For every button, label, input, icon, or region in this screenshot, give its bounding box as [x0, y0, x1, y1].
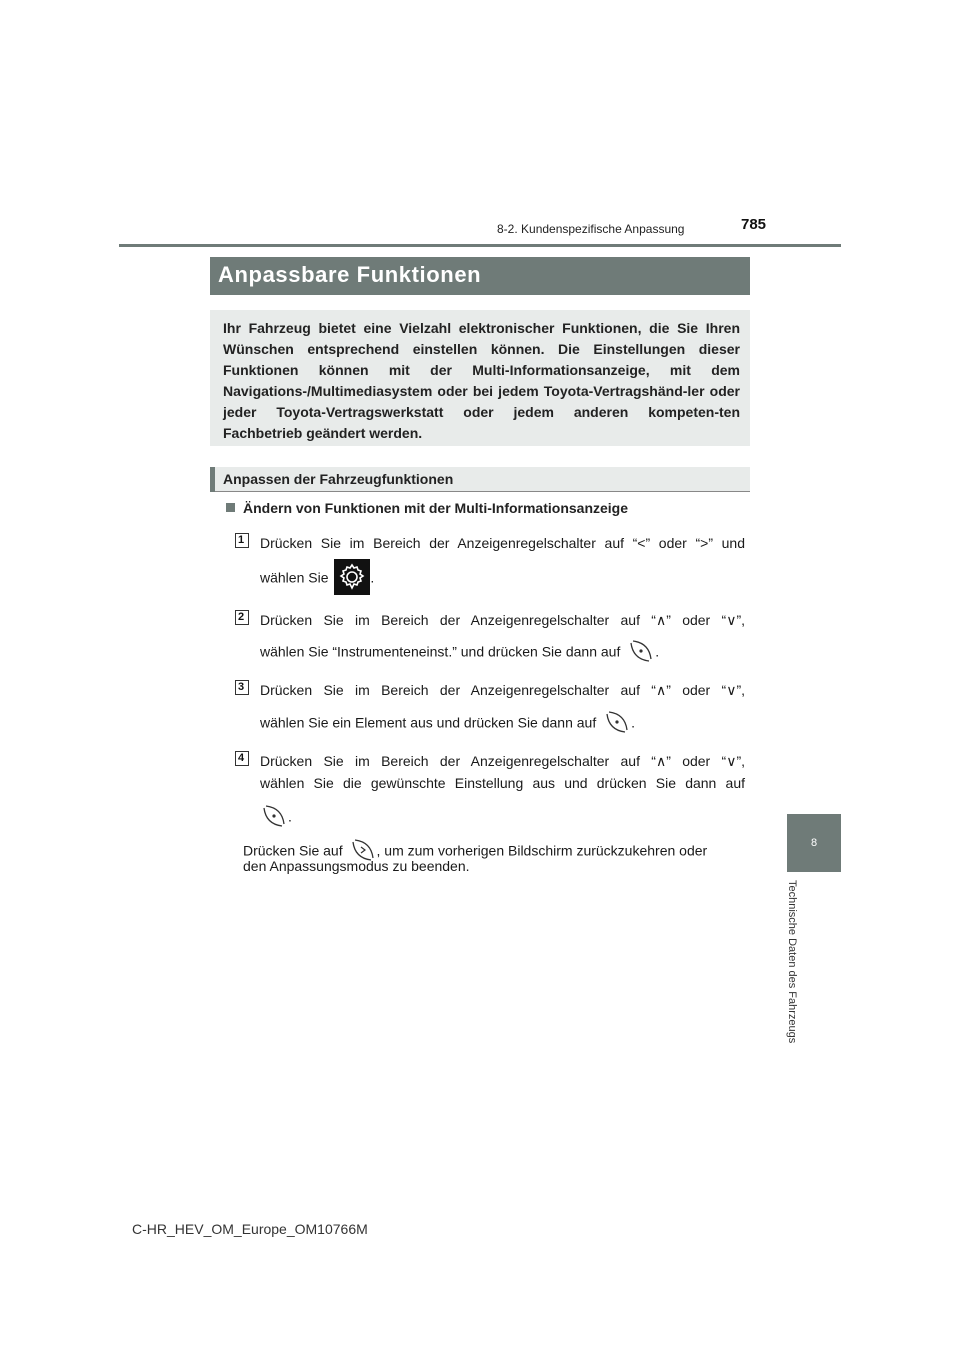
intro-text: Ihr Fahrzeug bietet eine Vielzahl elektronischer Funktionen, die Sie Ihren Wünschen entsprechend einstellen können. Die Einstellungen dieser Funktionen können mit der Multi-Informationsanzeige, mit dem Navigations-/Multimediasystem oder bei jedem Toyota-Vertragshänd-ler oder jeder Toyota-Vertragswerkstatt oder jedem anderen kompeten-ten Fachbetrieb geändert werden. — [223, 320, 740, 441]
step-4-line-3 — [260, 802, 292, 834]
note-line-2: den Anpassungsmodus zu beenden. — [243, 858, 470, 874]
step-3-text-b: . — [631, 714, 636, 731]
step-1-text-a: wählen Sie — [260, 569, 329, 586]
ok-switch-icon — [627, 637, 655, 669]
step-2-line-1: Drücken Sie im Bereich der Anzeigenregelschalter auf “∧” oder “∨”, — [260, 612, 745, 628]
step-2-text-b: . — [655, 643, 660, 660]
ok-switch-icon — [603, 708, 631, 740]
header-rule — [119, 244, 841, 247]
chapter-tab: 8 — [787, 814, 841, 872]
page-title: Anpassbare Funktionen — [218, 262, 482, 287]
bullet-square-icon — [226, 503, 235, 512]
page-number: 785 — [741, 216, 767, 233]
intro-box — [210, 310, 750, 446]
bullet-text: Ändern von Funktionen mit der Multi-Informationsanzeige — [243, 500, 629, 516]
subheading-bar — [210, 467, 750, 492]
note-text-b: , um zum vorherigen Bildschirm zurückzukehren oder — [376, 842, 708, 859]
footer-doc-id: C-HR_HEV_OM_Europe_OM10766M — [132, 1221, 368, 1237]
step-1-line-1: Drücken Sie im Bereich der Anzeigenregelschalter auf “<” oder “>” und — [260, 535, 745, 551]
step-1-line-2 — [260, 559, 374, 599]
step-number-1: 1 — [235, 533, 249, 548]
step-number-3: 3 — [235, 680, 249, 695]
step-1-text-b: . — [370, 569, 375, 586]
step-2-text-a: wählen Sie “Instrumenteneinst.” und drücken Sie dann auf — [260, 643, 621, 660]
gear-icon — [334, 559, 370, 599]
step-number-4: 4 — [235, 751, 249, 766]
step-4-text-b: . — [288, 808, 292, 825]
subheading: Anpassen der Fahrzeugfunktionen — [223, 471, 454, 487]
bullet-heading — [226, 500, 628, 516]
note-text-a: Drücken Sie auf — [243, 842, 343, 859]
step-4-line-2: wählen Sie die gewünschte Einstellung aus und drücken Sie dann auf — [260, 775, 745, 791]
step-2-line-2 — [260, 637, 659, 669]
step-3-line-1: Drücken Sie im Bereich der Anzeigenregelschalter auf “∧” oder “∨”, — [260, 682, 745, 698]
step-3-text-a: wählen Sie ein Element aus und drücken Sie dann auf — [260, 714, 597, 731]
step-number-2: 2 — [235, 610, 249, 625]
step-4-line-1: Drücken Sie im Bereich der Anzeigenregelschalter auf “∧” oder “∨”, — [260, 753, 745, 769]
title-bar — [210, 257, 750, 295]
chapter-label: Technische Daten des Fahrzeugs — [786, 880, 798, 1044]
ok-switch-icon — [260, 802, 288, 834]
step-3-line-2 — [260, 708, 635, 740]
chapter-label-container — [784, 880, 804, 1080]
section-header: 8-2. Kundenspezifische Anpassung — [497, 222, 685, 236]
subheading-mark — [210, 467, 215, 492]
